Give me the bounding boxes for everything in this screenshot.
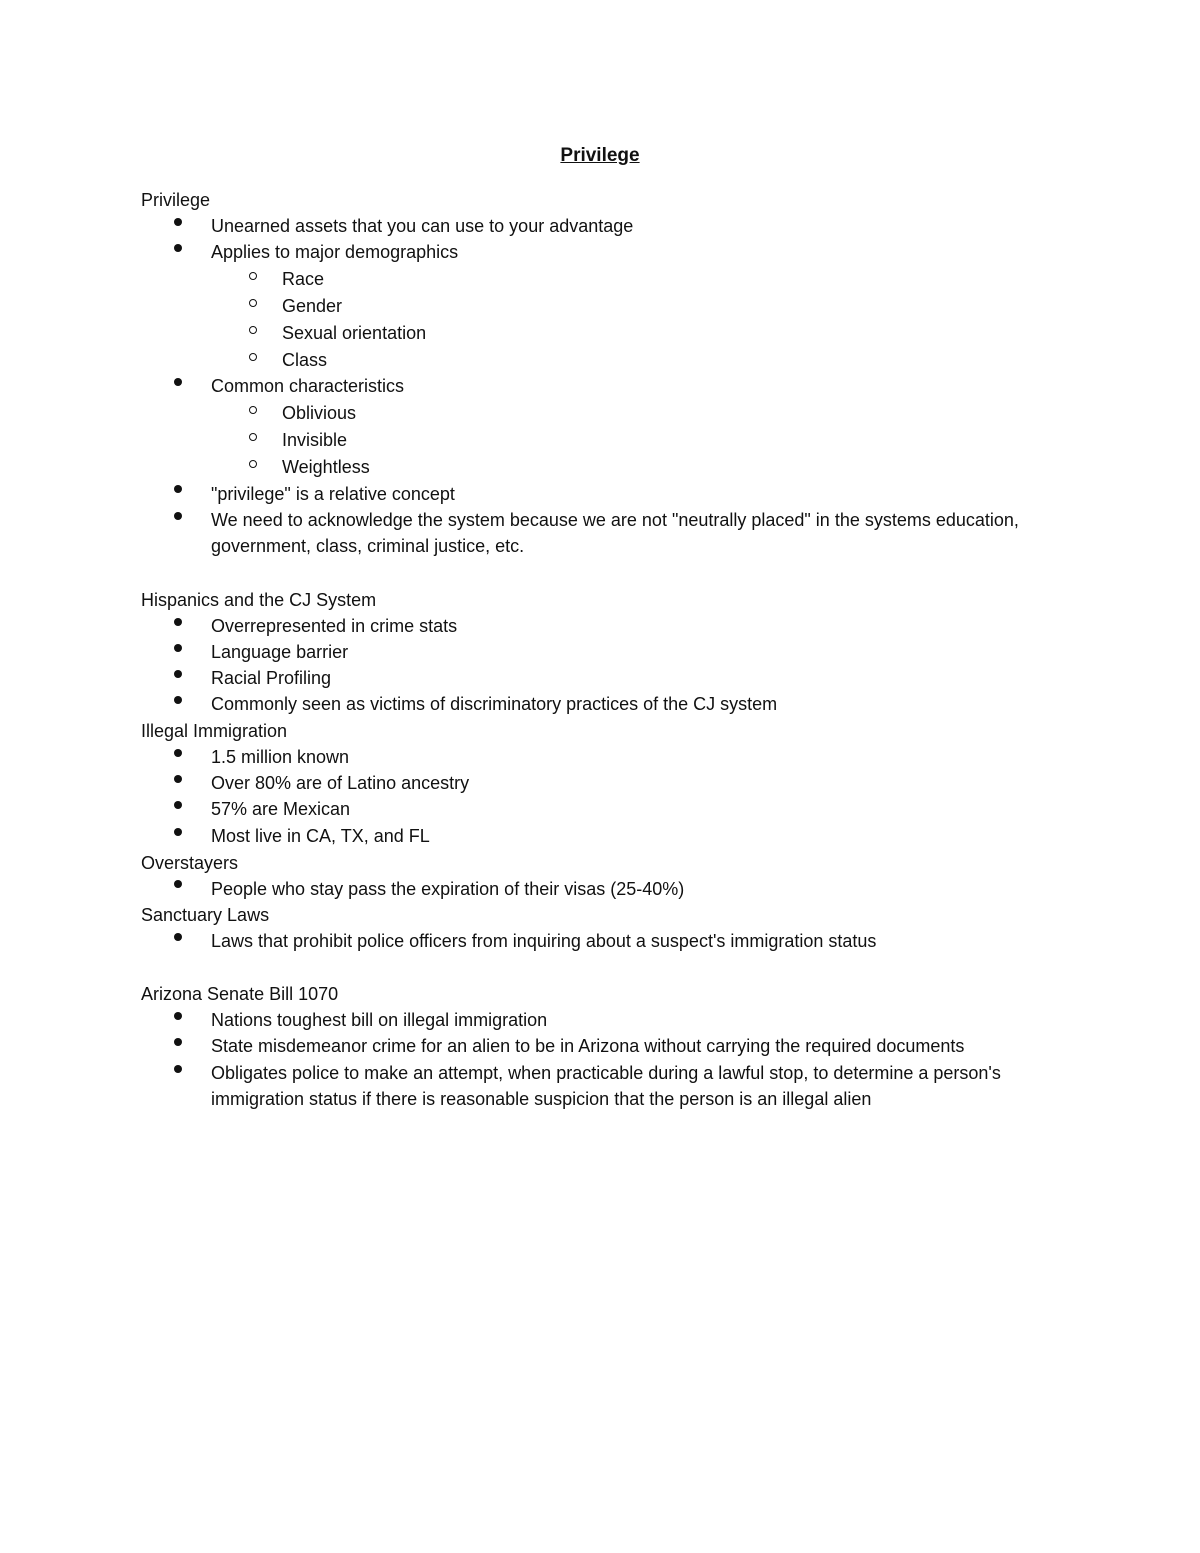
list-item: Over 80% are of Latino ancestry bbox=[211, 773, 470, 793]
list-item: 1.5 million known bbox=[211, 747, 350, 767]
sub-bullet-icon bbox=[249, 460, 257, 468]
sub-list-item: Gender bbox=[282, 296, 343, 316]
list-item: State misdemeanor crime for an alien to be in Arizona without carrying the required documents bbox=[211, 1036, 965, 1056]
list-item: Overrepresented in crime stats bbox=[211, 616, 458, 636]
bullet-icon bbox=[174, 775, 182, 783]
bullet-icon bbox=[174, 1065, 182, 1073]
bullet-icon bbox=[174, 1012, 182, 1020]
sub-list-item: Race bbox=[282, 269, 325, 289]
sub-bullet-icon bbox=[249, 353, 257, 361]
section-heading: Privilege bbox=[141, 190, 211, 210]
bullet-icon bbox=[174, 644, 182, 652]
sub-bullet-icon bbox=[249, 406, 257, 414]
sub-list-item: Invisible bbox=[282, 430, 348, 450]
bullet-icon bbox=[174, 749, 182, 757]
bullet-icon bbox=[174, 244, 182, 252]
list-item: Most live in CA, TX, and FL bbox=[211, 826, 430, 846]
list-item: Unearned assets that you can use to your advantage bbox=[211, 216, 634, 236]
section-heading: Overstayers bbox=[141, 853, 239, 873]
bullet-icon bbox=[174, 218, 182, 226]
list-item: "privilege" is a relative concept bbox=[211, 484, 455, 504]
list-item: Commonly seen as victims of discriminatory practices of the CJ system bbox=[211, 694, 778, 714]
sub-list-item: Class bbox=[282, 350, 328, 370]
sub-bullet-icon bbox=[249, 326, 257, 334]
section-heading: Sanctuary Laws bbox=[141, 905, 270, 925]
sub-bullet-icon bbox=[249, 299, 257, 307]
bullet-icon bbox=[174, 801, 182, 809]
bullet-icon bbox=[174, 378, 182, 386]
list-item: Language barrier bbox=[211, 642, 349, 662]
list-item: Applies to major demographics bbox=[211, 242, 459, 262]
bullet-icon bbox=[174, 1038, 182, 1046]
bullet-icon bbox=[174, 670, 182, 678]
list-item: People who stay pass the expiration of their visas (25-40%) bbox=[211, 879, 685, 899]
bullet-icon bbox=[174, 618, 182, 626]
list-item: Obligates police to make an attempt, when practicable during a lawful stop, to determine a person's immigration status if there is reasonable suspicion that the person is an illegal alien bbox=[211, 1063, 1001, 1109]
list-item: Common characteristics bbox=[211, 376, 405, 396]
list-item: Racial Profiling bbox=[211, 668, 332, 688]
sub-bullet-icon bbox=[249, 272, 257, 280]
bullet-icon bbox=[174, 512, 182, 520]
bullet-icon bbox=[174, 933, 182, 941]
bullet-icon bbox=[174, 696, 182, 704]
document-title: Privilege bbox=[560, 145, 640, 166]
list-item: Laws that prohibit police officers from inquiring about a suspect's immigration status bbox=[211, 931, 877, 951]
sub-list-item: Weightless bbox=[282, 457, 370, 477]
section-heading: Illegal Immigration bbox=[141, 721, 288, 741]
list-item: We need to acknowledge the system because we are not "neutrally placed" in the systems education, government, class, criminal justice, etc. bbox=[211, 510, 1019, 556]
list-item: 57% are Mexican bbox=[211, 799, 351, 819]
bullet-icon bbox=[174, 485, 182, 493]
sub-list-item: Sexual orientation bbox=[282, 323, 427, 343]
sub-list-item: Oblivious bbox=[282, 403, 357, 423]
bullet-icon bbox=[174, 880, 182, 888]
list-item: Nations toughest bill on illegal immigration bbox=[211, 1010, 548, 1030]
bullet-icon bbox=[174, 828, 182, 836]
section-heading: Hispanics and the CJ System bbox=[141, 590, 377, 610]
section-heading: Arizona Senate Bill 1070 bbox=[141, 984, 339, 1004]
sub-bullet-icon bbox=[249, 433, 257, 441]
